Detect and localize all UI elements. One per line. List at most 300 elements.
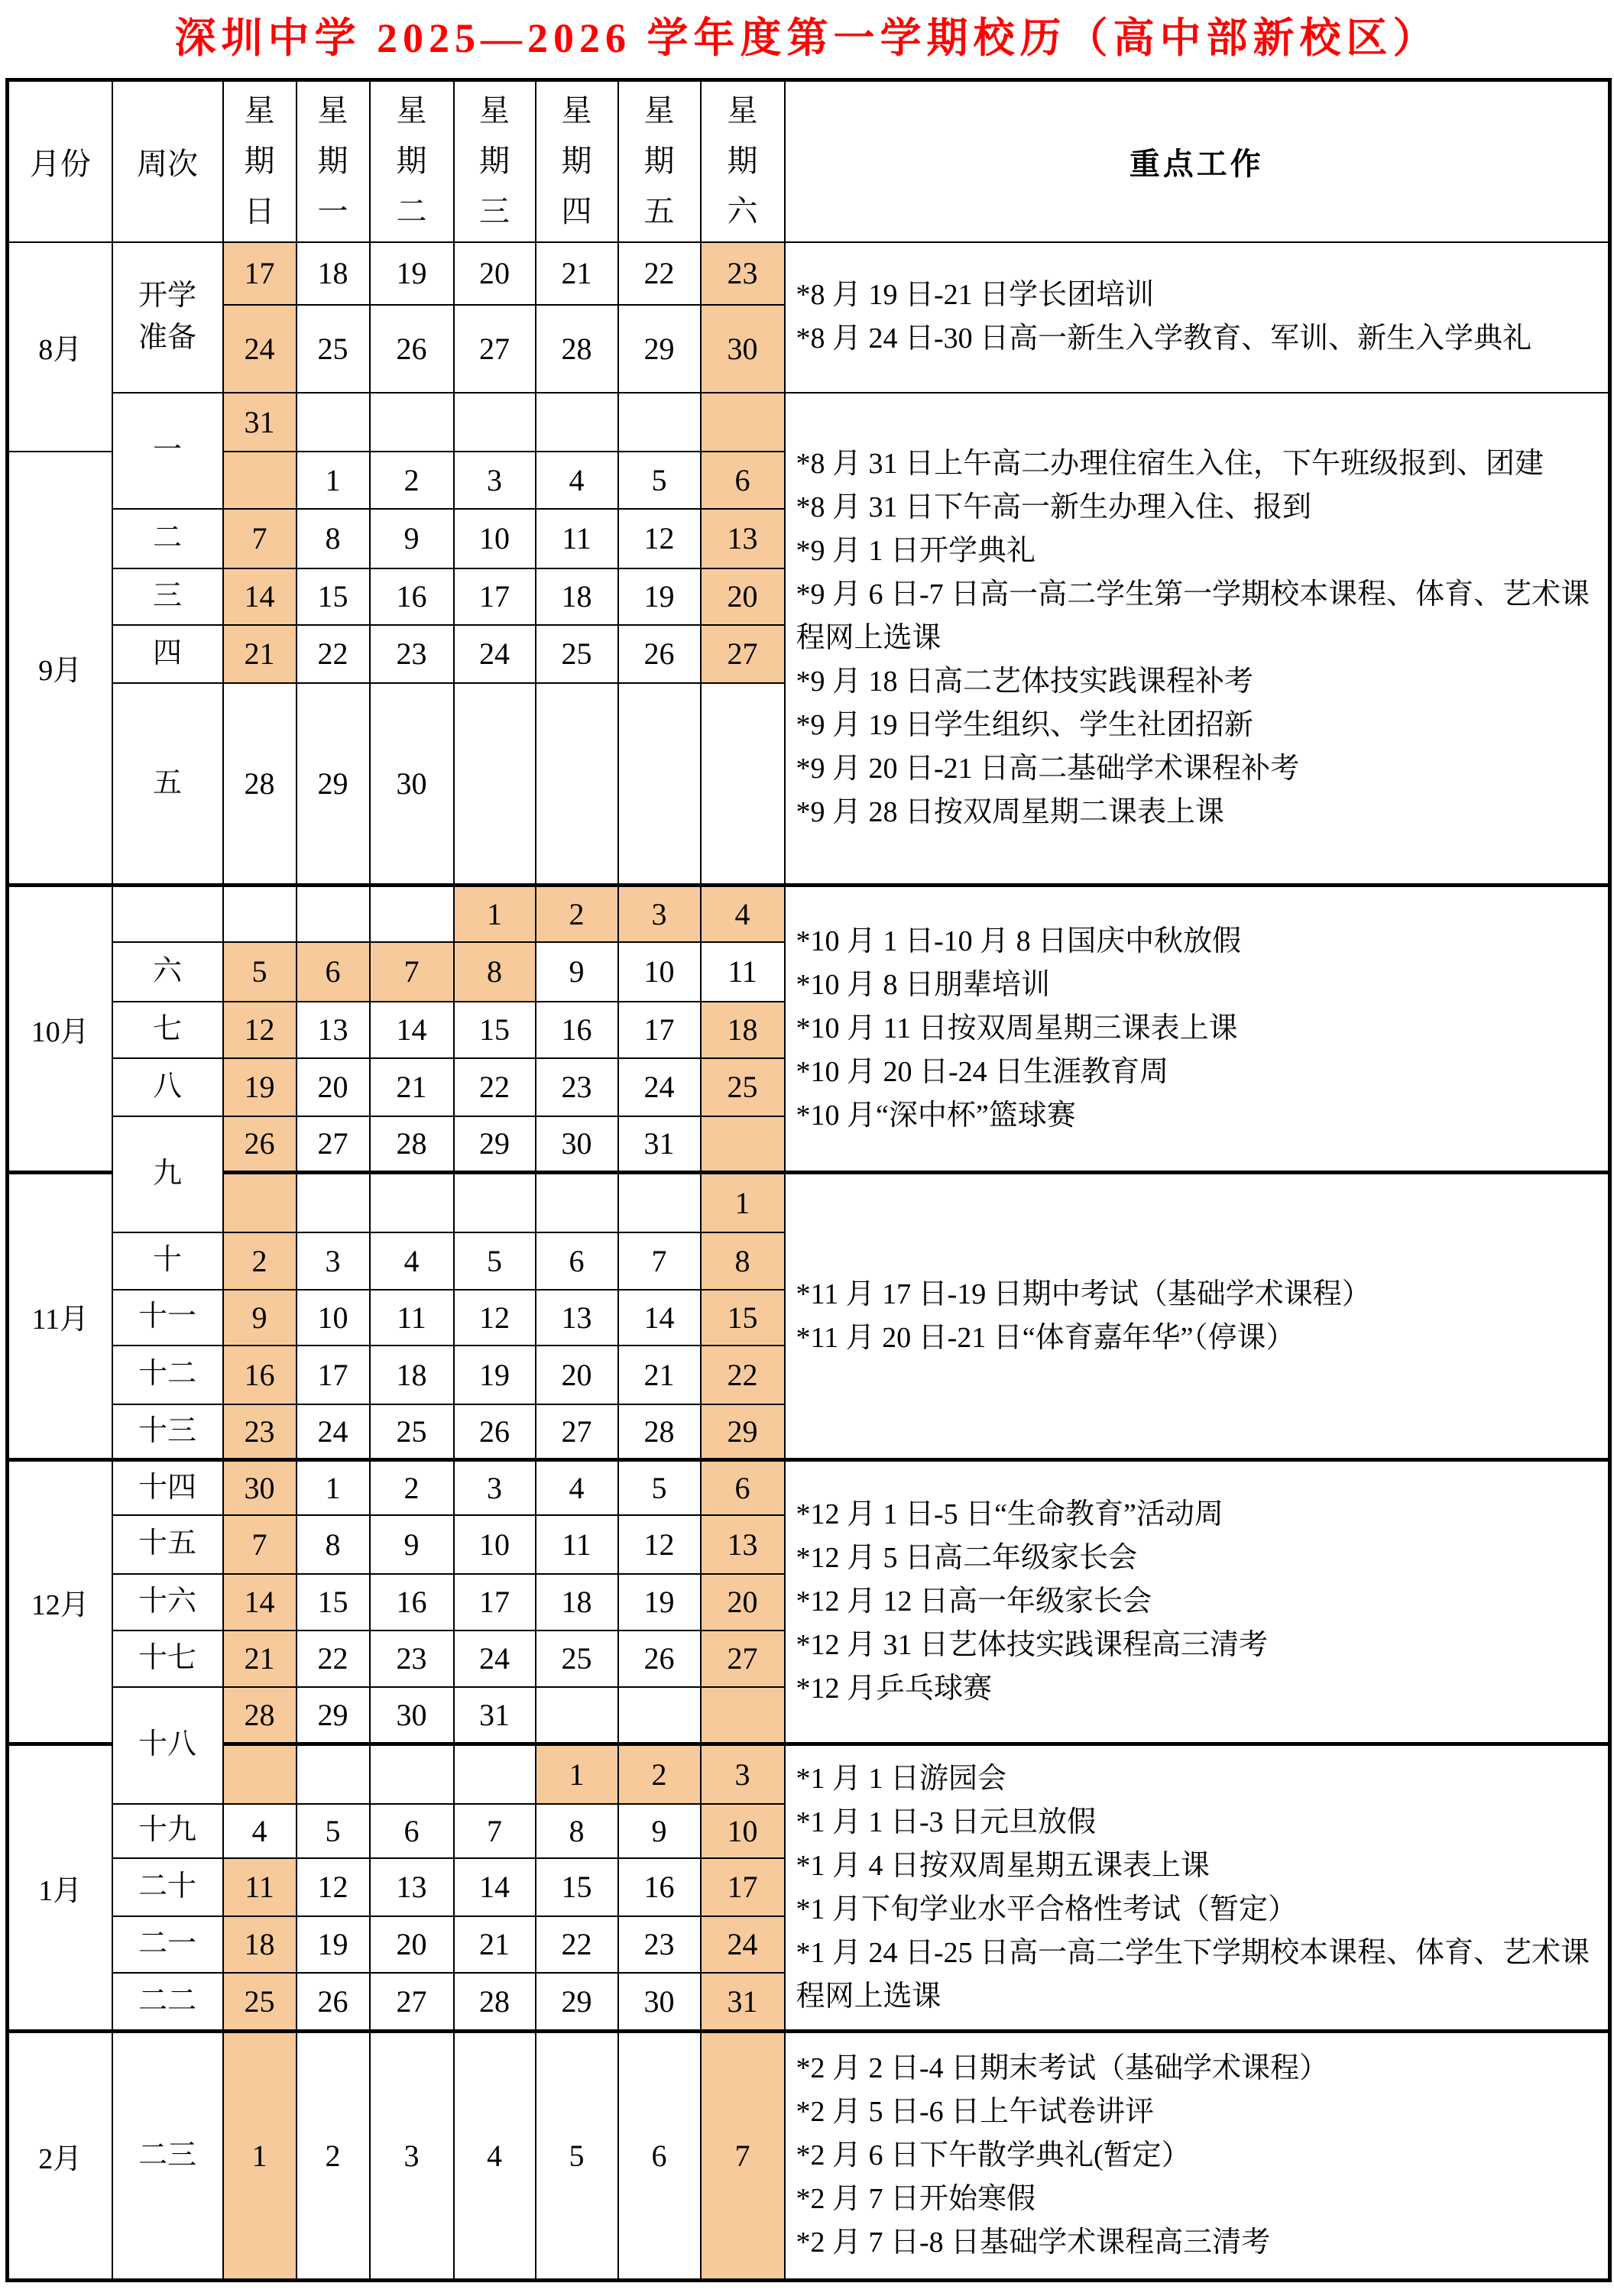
day-cell: 25 bbox=[297, 305, 370, 393]
day-cell: 26 bbox=[297, 1973, 370, 2032]
day-cell: 7 bbox=[223, 1515, 297, 1574]
day-cell: 27 bbox=[297, 1116, 370, 1173]
day-cell: 30 bbox=[223, 1460, 297, 1515]
day-cell: 4 bbox=[370, 1232, 454, 1290]
week-cell bbox=[112, 1973, 223, 2032]
week-cell bbox=[112, 1002, 223, 1058]
day-cell: 4 bbox=[223, 1804, 297, 1858]
day-cell: 5 bbox=[297, 1804, 370, 1858]
header-row bbox=[8, 80, 1610, 242]
week-cell bbox=[112, 393, 223, 509]
day-cell: 12 bbox=[618, 1515, 701, 1574]
day-cell: 7 bbox=[618, 1232, 701, 1290]
week-cell bbox=[112, 1346, 223, 1404]
day-cell: 23 bbox=[536, 1058, 618, 1116]
day-cell: 12 bbox=[297, 1858, 370, 1916]
week-label: 六 bbox=[152, 954, 182, 987]
header-month: 月份 bbox=[8, 80, 112, 242]
header-notes: 重点工作 bbox=[785, 80, 1610, 242]
week-label: 一 bbox=[152, 433, 182, 466]
day-cell: 16 bbox=[370, 1574, 454, 1631]
day-cell: 24 bbox=[454, 1631, 536, 1687]
day-cell bbox=[223, 886, 297, 942]
note-line: *10 月 8 日朋辈培训 bbox=[796, 969, 1051, 1001]
week-cell bbox=[112, 683, 223, 886]
day-cell: 11 bbox=[536, 1515, 618, 1574]
day-cell: 4 bbox=[536, 452, 618, 509]
day-cell: 22 bbox=[297, 1631, 370, 1687]
header-saturday: 星期六 bbox=[701, 80, 785, 242]
week-label: 十八 bbox=[138, 1728, 196, 1761]
day-cell: 3 bbox=[297, 1232, 370, 1290]
day-cell: 24 bbox=[454, 625, 536, 683]
day-cell: 5 bbox=[223, 942, 297, 1002]
note-line: *11 月 20 日-21 日“体育嘉年华”（停课） bbox=[796, 1321, 1295, 1354]
day-cell bbox=[223, 452, 297, 509]
day-cell bbox=[536, 1687, 618, 1744]
week-cell bbox=[112, 1460, 223, 1515]
notes-cell bbox=[785, 886, 1610, 1173]
week-cell bbox=[112, 886, 223, 942]
day-cell: 28 bbox=[223, 1687, 297, 1744]
day-cell: 3 bbox=[701, 1744, 785, 1804]
notes-cell bbox=[785, 1173, 1610, 1460]
day-cell: 5 bbox=[618, 1460, 701, 1515]
day-cell: 30 bbox=[370, 1687, 454, 1744]
day-cell: 20 bbox=[536, 1346, 618, 1404]
header-thursday: 星期四 bbox=[536, 80, 618, 242]
day-cell: 21 bbox=[370, 1058, 454, 1116]
day-cell: 16 bbox=[536, 1002, 618, 1058]
day-cell: 28 bbox=[370, 1116, 454, 1173]
notes-cell bbox=[785, 242, 1610, 393]
day-cell: 26 bbox=[370, 305, 454, 393]
calendar-row bbox=[8, 2032, 1610, 2281]
day-cell: 28 bbox=[454, 1973, 536, 2032]
month-cell: 1月 bbox=[8, 1744, 112, 2032]
note-line: *9 月 18 日高二艺体技实践课程补考 bbox=[796, 665, 1254, 698]
day-cell: 27 bbox=[454, 305, 536, 393]
day-cell: 14 bbox=[618, 1290, 701, 1346]
day-cell: 15 bbox=[536, 1858, 618, 1916]
month-cell: 12月 bbox=[8, 1460, 112, 1744]
day-cell: 18 bbox=[223, 1916, 297, 1973]
month-cell: 9月 bbox=[8, 452, 112, 886]
header-week: 周次 bbox=[112, 80, 223, 242]
day-cell: 13 bbox=[701, 509, 785, 568]
day-cell: 17 bbox=[454, 568, 536, 625]
note-line: *9 月 6 日-7 日高一高二学生第一学期校本课程、体育、艺术课程网上选课 bbox=[796, 578, 1590, 654]
day-cell: 3 bbox=[454, 452, 536, 509]
day-cell: 11 bbox=[223, 1858, 297, 1916]
day-cell: 10 bbox=[454, 1515, 536, 1574]
day-cell bbox=[618, 393, 701, 452]
day-cell: 27 bbox=[701, 1631, 785, 1687]
week-cell bbox=[112, 1631, 223, 1687]
day-cell: 30 bbox=[536, 1116, 618, 1173]
day-cell: 14 bbox=[223, 1574, 297, 1631]
calendar-row bbox=[8, 1460, 1610, 1515]
week-label: 十六 bbox=[138, 1585, 196, 1618]
day-cell: 27 bbox=[536, 1404, 618, 1460]
day-cell: 3 bbox=[454, 1460, 536, 1515]
day-cell: 19 bbox=[618, 1574, 701, 1631]
note-line: *12 月乒乓球赛 bbox=[796, 1673, 993, 1705]
note-line: *2 月 7 日-8 日基础学术课程高三清考 bbox=[796, 2226, 1271, 2259]
day-cell: 9 bbox=[618, 1804, 701, 1858]
week-cell bbox=[112, 242, 223, 393]
day-cell: 17 bbox=[454, 1574, 536, 1631]
day-cell: 10 bbox=[701, 1804, 785, 1858]
week-label: 十一 bbox=[138, 1300, 196, 1333]
note-line: *11 月 17 日-19 日期中考试（基础学术课程） bbox=[796, 1278, 1371, 1310]
day-cell: 24 bbox=[223, 305, 297, 393]
note-line: *12 月 5 日高二年级家长会 bbox=[796, 1542, 1138, 1574]
day-cell: 19 bbox=[297, 1916, 370, 1973]
week-cell bbox=[112, 1116, 223, 1232]
note-line: *1 月 24 日-25 日高一高二学生下学期校本课程、体育、艺术课程网上选课 bbox=[796, 1936, 1590, 2013]
notes-cell bbox=[785, 2032, 1610, 2281]
header-wednesday: 星期三 bbox=[454, 80, 536, 242]
day-cell: 24 bbox=[701, 1916, 785, 1973]
day-cell: 23 bbox=[701, 242, 785, 305]
day-cell: 23 bbox=[370, 625, 454, 683]
day-cell: 12 bbox=[454, 1290, 536, 1346]
day-cell: 29 bbox=[454, 1116, 536, 1173]
day-cell: 1 bbox=[454, 886, 536, 942]
day-cell: 1 bbox=[297, 1460, 370, 1515]
day-cell: 18 bbox=[370, 1346, 454, 1404]
day-cell bbox=[618, 683, 701, 886]
note-line: *8 月 19 日-21 日学长团培训 bbox=[796, 279, 1155, 311]
day-cell: 13 bbox=[370, 1858, 454, 1916]
day-cell: 2 bbox=[536, 886, 618, 942]
week-label: 三 bbox=[152, 579, 182, 612]
day-cell: 22 bbox=[297, 625, 370, 683]
week-cell bbox=[112, 1290, 223, 1346]
day-cell bbox=[223, 1744, 297, 1804]
day-cell: 8 bbox=[536, 1804, 618, 1858]
page-title: 深圳中学 2025—2026 学年度第一学期校历（高中部新校区） bbox=[174, 15, 1440, 61]
week-cell bbox=[112, 1858, 223, 1916]
day-cell bbox=[701, 683, 785, 886]
day-cell: 2 bbox=[297, 2032, 370, 2281]
notes-cell bbox=[785, 1744, 1610, 2032]
day-cell: 25 bbox=[701, 1058, 785, 1116]
week-cell bbox=[112, 1804, 223, 1858]
day-cell bbox=[370, 1744, 454, 1804]
day-cell: 17 bbox=[701, 1858, 785, 1916]
day-cell: 28 bbox=[618, 1404, 701, 1460]
day-cell: 11 bbox=[370, 1290, 454, 1346]
day-cell bbox=[454, 1173, 536, 1232]
day-cell: 10 bbox=[454, 509, 536, 568]
notes-cell bbox=[785, 1460, 1610, 1744]
note-line: *12 月 1 日-5 日“生命教育”活动周 bbox=[796, 1498, 1223, 1530]
note-line: *2 月 6 日下午散学典礼(暂定） bbox=[796, 2139, 1191, 2171]
week-label: 十三 bbox=[138, 1414, 196, 1447]
notes-cell bbox=[785, 393, 1610, 886]
month-cell: 2月 bbox=[8, 2032, 112, 2281]
day-cell: 17 bbox=[297, 1346, 370, 1404]
note-line: *10 月 20 日-24 日生涯教育周 bbox=[796, 1056, 1169, 1088]
day-cell: 31 bbox=[701, 1973, 785, 2032]
day-cell: 26 bbox=[618, 625, 701, 683]
note-line: *8 月 24 日-30 日高一新生入学教育、军训、新生入学典礼 bbox=[796, 322, 1532, 355]
day-cell: 8 bbox=[297, 509, 370, 568]
day-cell bbox=[454, 393, 536, 452]
day-cell: 20 bbox=[454, 242, 536, 305]
day-cell: 29 bbox=[618, 305, 701, 393]
day-cell bbox=[701, 393, 785, 452]
day-cell: 18 bbox=[536, 568, 618, 625]
note-line: *1 月 4 日按双周星期五课表上课 bbox=[796, 1849, 1210, 1882]
day-cell: 25 bbox=[536, 625, 618, 683]
day-cell: 6 bbox=[701, 452, 785, 509]
day-cell bbox=[536, 1173, 618, 1232]
day-cell: 22 bbox=[701, 1346, 785, 1404]
day-cell: 1 bbox=[223, 2032, 297, 2281]
day-cell: 26 bbox=[223, 1116, 297, 1173]
day-cell: 16 bbox=[618, 1858, 701, 1916]
week-label: 八 bbox=[152, 1070, 182, 1103]
day-cell: 15 bbox=[701, 1290, 785, 1346]
day-cell bbox=[370, 393, 454, 452]
day-cell: 25 bbox=[536, 1631, 618, 1687]
day-cell: 5 bbox=[536, 2032, 618, 2281]
week-cell bbox=[112, 1058, 223, 1116]
day-cell bbox=[454, 1744, 536, 1804]
note-line: *1 月 1 日-3 日元旦放假 bbox=[796, 1805, 1097, 1838]
week-cell bbox=[112, 942, 223, 1002]
day-cell bbox=[701, 1687, 785, 1744]
day-cell: 9 bbox=[536, 942, 618, 1002]
day-cell: 3 bbox=[618, 886, 701, 942]
day-cell: 11 bbox=[701, 942, 785, 1002]
day-cell: 15 bbox=[297, 568, 370, 625]
week-cell bbox=[112, 1687, 223, 1804]
day-cell: 1 bbox=[701, 1173, 785, 1232]
day-cell: 1 bbox=[536, 1744, 618, 1804]
day-cell: 11 bbox=[536, 509, 618, 568]
day-cell: 19 bbox=[618, 568, 701, 625]
note-line: *8 月 31 日上午高二办理住宿生入住，下午班级报到、团建 bbox=[796, 447, 1544, 480]
month-cell: 10月 bbox=[8, 886, 112, 1173]
day-cell: 13 bbox=[297, 1002, 370, 1058]
day-cell: 14 bbox=[223, 568, 297, 625]
header-tuesday: 星期二 bbox=[370, 80, 454, 242]
day-cell: 26 bbox=[618, 1631, 701, 1687]
day-cell bbox=[223, 1173, 297, 1232]
day-cell: 2 bbox=[223, 1232, 297, 1290]
day-cell: 15 bbox=[297, 1574, 370, 1631]
day-cell: 24 bbox=[297, 1404, 370, 1460]
day-cell: 22 bbox=[536, 1916, 618, 1973]
note-line: *10 月 11 日按双周星期三课表上课 bbox=[796, 1012, 1238, 1044]
day-cell bbox=[297, 886, 370, 942]
week-label: 二三 bbox=[138, 2139, 196, 2171]
week-label: 二一 bbox=[138, 1927, 196, 1960]
calendar-row bbox=[8, 1744, 1610, 1804]
calendar-table bbox=[5, 78, 1612, 2282]
day-cell: 30 bbox=[618, 1973, 701, 2032]
day-cell: 8 bbox=[701, 1232, 785, 1290]
week-cell bbox=[112, 2032, 223, 2281]
day-cell: 9 bbox=[223, 1290, 297, 1346]
day-cell: 24 bbox=[618, 1058, 701, 1116]
day-cell: 18 bbox=[536, 1574, 618, 1631]
day-cell: 20 bbox=[370, 1916, 454, 1973]
day-cell: 17 bbox=[618, 1002, 701, 1058]
day-cell: 19 bbox=[223, 1058, 297, 1116]
day-cell: 20 bbox=[297, 1058, 370, 1116]
day-cell: 18 bbox=[701, 1002, 785, 1058]
day-cell: 29 bbox=[536, 1973, 618, 2032]
day-cell bbox=[701, 1116, 785, 1173]
day-cell: 8 bbox=[297, 1515, 370, 1574]
day-cell: 12 bbox=[618, 509, 701, 568]
day-cell: 1 bbox=[297, 452, 370, 509]
day-cell: 21 bbox=[223, 625, 297, 683]
note-line: *9 月 19 日学生组织、学生社团招新 bbox=[796, 708, 1254, 741]
week-cell bbox=[112, 1515, 223, 1574]
day-cell: 3 bbox=[370, 2032, 454, 2281]
day-cell: 28 bbox=[223, 683, 297, 886]
day-cell: 5 bbox=[618, 452, 701, 509]
day-cell: 9 bbox=[370, 1515, 454, 1574]
day-cell: 18 bbox=[297, 242, 370, 305]
day-cell: 31 bbox=[454, 1687, 536, 1744]
day-cell: 30 bbox=[701, 305, 785, 393]
day-cell: 13 bbox=[701, 1515, 785, 1574]
day-cell: 16 bbox=[223, 1346, 297, 1404]
day-cell: 21 bbox=[536, 242, 618, 305]
day-cell bbox=[370, 886, 454, 942]
day-cell: 20 bbox=[701, 568, 785, 625]
day-cell: 6 bbox=[370, 1804, 454, 1858]
week-label: 开学准备 bbox=[138, 279, 196, 354]
header-friday: 星期五 bbox=[618, 80, 701, 242]
day-cell: 10 bbox=[618, 942, 701, 1002]
month-cell: 8月 bbox=[8, 242, 112, 452]
week-cell bbox=[112, 625, 223, 683]
day-cell: 23 bbox=[370, 1631, 454, 1687]
note-line: *2 月 7 日开始寒假 bbox=[796, 2183, 1036, 2215]
day-cell: 7 bbox=[454, 1804, 536, 1858]
day-cell bbox=[536, 683, 618, 886]
week-label: 十四 bbox=[138, 1471, 196, 1504]
day-cell: 15 bbox=[454, 1002, 536, 1058]
day-cell: 7 bbox=[223, 509, 297, 568]
day-cell: 22 bbox=[618, 242, 701, 305]
note-line: *9 月 1 日开学典礼 bbox=[796, 534, 1036, 567]
day-cell: 27 bbox=[370, 1973, 454, 2032]
day-cell: 25 bbox=[223, 1973, 297, 2032]
day-cell: 2 bbox=[618, 1744, 701, 1804]
day-cell: 28 bbox=[536, 305, 618, 393]
day-cell: 9 bbox=[370, 509, 454, 568]
day-cell: 21 bbox=[454, 1916, 536, 1973]
day-cell: 31 bbox=[223, 393, 297, 452]
day-cell bbox=[454, 683, 536, 886]
week-label: 二二 bbox=[138, 1984, 196, 2017]
day-cell: 25 bbox=[370, 1404, 454, 1460]
week-label: 五 bbox=[152, 766, 182, 799]
header-sunday: 星期日 bbox=[223, 80, 297, 242]
week-label: 十二 bbox=[138, 1358, 196, 1391]
day-cell: 29 bbox=[297, 683, 370, 886]
week-cell bbox=[112, 1574, 223, 1631]
day-cell: 12 bbox=[223, 1002, 297, 1058]
day-cell: 23 bbox=[223, 1404, 297, 1460]
day-cell bbox=[618, 1173, 701, 1232]
note-line: *10 月“深中杯”篮球赛 bbox=[796, 1099, 1076, 1132]
day-cell: 6 bbox=[618, 2032, 701, 2281]
week-label: 四 bbox=[152, 636, 182, 669]
day-cell: 19 bbox=[454, 1346, 536, 1404]
week-label: 二十 bbox=[138, 1870, 196, 1903]
day-cell: 5 bbox=[454, 1232, 536, 1290]
day-cell: 13 bbox=[536, 1290, 618, 1346]
day-cell: 6 bbox=[297, 942, 370, 1002]
week-cell bbox=[112, 1916, 223, 1973]
day-cell: 21 bbox=[618, 1346, 701, 1404]
day-cell bbox=[370, 1173, 454, 1232]
note-line: *9 月 28 日按双周星期二课表上课 bbox=[796, 795, 1225, 828]
day-cell: 14 bbox=[454, 1858, 536, 1916]
day-cell: 10 bbox=[297, 1290, 370, 1346]
week-label: 二 bbox=[152, 521, 182, 554]
day-cell: 4 bbox=[701, 886, 785, 942]
day-cell: 20 bbox=[701, 1574, 785, 1631]
day-cell: 7 bbox=[370, 942, 454, 1002]
day-cell: 2 bbox=[370, 452, 454, 509]
day-cell: 4 bbox=[454, 2032, 536, 2281]
note-line: *1 月 1 日游园会 bbox=[796, 1762, 1007, 1795]
note-line: *12 月 31 日艺体技实践课程高三清考 bbox=[796, 1629, 1269, 1661]
day-cell bbox=[618, 1687, 701, 1744]
calendar-row bbox=[8, 393, 1610, 452]
note-line: *2 月 5 日-6 日上午试卷讲评 bbox=[796, 2096, 1155, 2128]
day-cell: 29 bbox=[297, 1687, 370, 1744]
week-label: 九 bbox=[152, 1157, 182, 1190]
day-cell: 6 bbox=[536, 1232, 618, 1290]
header-monday: 星期一 bbox=[297, 80, 370, 242]
day-cell bbox=[297, 1744, 370, 1804]
day-cell: 23 bbox=[618, 1916, 701, 1973]
day-cell: 17 bbox=[223, 242, 297, 305]
day-cell: 19 bbox=[370, 242, 454, 305]
day-cell: 22 bbox=[454, 1058, 536, 1116]
day-cell: 27 bbox=[701, 625, 785, 683]
day-cell bbox=[297, 393, 370, 452]
day-cell: 29 bbox=[701, 1404, 785, 1460]
note-line: *1 月下旬学业水平合格性考试（暂定） bbox=[796, 1893, 1298, 1925]
day-cell: 14 bbox=[370, 1002, 454, 1058]
day-cell: 30 bbox=[370, 683, 454, 886]
day-cell bbox=[297, 1173, 370, 1232]
day-cell: 4 bbox=[536, 1460, 618, 1515]
week-label: 七 bbox=[152, 1012, 182, 1045]
note-line: *9 月 20 日-21 日高二基础学术课程补考 bbox=[796, 752, 1300, 785]
day-cell: 7 bbox=[701, 2032, 785, 2281]
day-cell: 16 bbox=[370, 568, 454, 625]
week-cell bbox=[112, 568, 223, 625]
day-cell bbox=[536, 393, 618, 452]
week-label: 十五 bbox=[138, 1527, 196, 1560]
day-cell: 26 bbox=[454, 1404, 536, 1460]
week-label: 十 bbox=[152, 1244, 182, 1277]
